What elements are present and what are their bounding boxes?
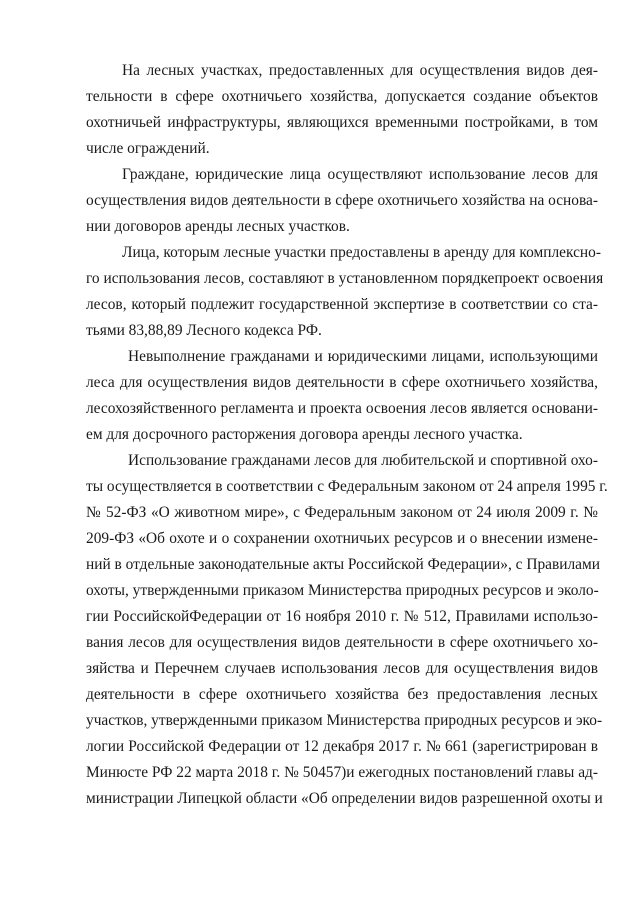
- paragraph-5-line-1: Использование гражданами лесов для любительской и спортивной охо-: [128, 452, 598, 469]
- paragraph-5-line-7: гии РоссийскойФедерации от 16 ноября 2010 г. № 512, Правилами использо-: [86, 608, 598, 625]
- paragraph-3-line-2: го использования лесов, составляют в установленном порядкепроект освоения: [86, 270, 604, 287]
- paragraph-4-line-4: ем для досрочного расторжения договора аренды лесного участка.: [86, 426, 523, 443]
- paragraph-2-line-2: осуществления видов деятельности в сфере охотничьего хозяйства на основа-: [86, 192, 598, 209]
- paragraph-3-line-4: тьями 83,88,89 Лесного кодекса РФ.: [86, 322, 322, 339]
- paragraph-1-line-1: На лесных участках, предоставленных для осуществления видов дея-: [122, 62, 598, 79]
- paragraph-1-line-3: охотничьей инфраструктуры, являющихся временными постройками, в том: [86, 114, 598, 131]
- paragraph-5-line-3: № 52-ФЗ «О животном мире», с Федеральным законом от 24 июля 2009 г. №: [86, 504, 598, 521]
- paragraph-4-line-3: лесохозяйственного регламента и проекта освоения лесов является основани-: [86, 400, 598, 417]
- paragraph-5-line-10: деятельности в сфере охотничьего хозяйства без предоставления лесных: [86, 686, 598, 703]
- paragraph-5-line-9: зяйства и Перечнем случаев использования лесов для осуществления видов: [86, 660, 598, 677]
- paragraph-4-line-1: Невыполнение гражданами и юридическими лицами, использующими: [128, 348, 598, 365]
- paragraph-3-line-3: лесов, который подлежит государственной экспертизе в соответствии со ста-: [86, 296, 598, 313]
- paragraph-5-line-8: вания лесов для осуществления видов деятельности в сфере охотничьего хо-: [86, 634, 598, 651]
- paragraph-5-line-13: Минюсте РФ 22 марта 2018 г. № 50457)и ежегодных постановлений главы ад-: [86, 764, 598, 781]
- paragraph-5-line-4: 209-ФЗ «Об охоте и о сохранении охотничьих ресурсов и о внесении измене-: [86, 530, 598, 547]
- paragraph-2-line-1: Граждане, юридические лица осуществляют использование лесов для: [122, 166, 598, 183]
- paragraph-3-line-1: Лица, которым лесные участки предоставлены в аренду для комплексно-: [122, 244, 601, 261]
- paragraph-5-line-11: участков, утвержденными приказом Министерства природных ресурсов и эко-: [86, 712, 603, 729]
- paragraph-5-line-6: охоты, утвержденными приказом Министерства природных ресурсов и эколо-: [86, 582, 599, 599]
- paragraph-4-line-2: леса для осуществления видов деятельности в сфере охотничьего хозяйства,: [86, 374, 598, 391]
- paragraph-5-line-14: министрации Липецкой области «Об определении видов разрешенной охоты и: [86, 790, 603, 807]
- paragraph-5-line-2: ты осуществляется в соответствии с Федеральным законом от 24 апреля 1995 г.: [86, 478, 608, 495]
- paragraph-1-line-4: числе ограждений.: [86, 140, 210, 157]
- paragraph-5-line-12: логии Российской Федерации от 12 декабря 2017 г. № 661 (зарегистрирован в: [86, 738, 598, 755]
- paragraph-2-line-3: нии договоров аренды лесных участков.: [86, 218, 350, 235]
- paragraph-5-line-5: ний в отдельные законодательные акты Российской Федерации», с Правилами: [86, 556, 600, 573]
- paragraph-1-line-2: тельности в сфере охотничьего хозяйства, допускается создание объектов: [86, 88, 598, 105]
